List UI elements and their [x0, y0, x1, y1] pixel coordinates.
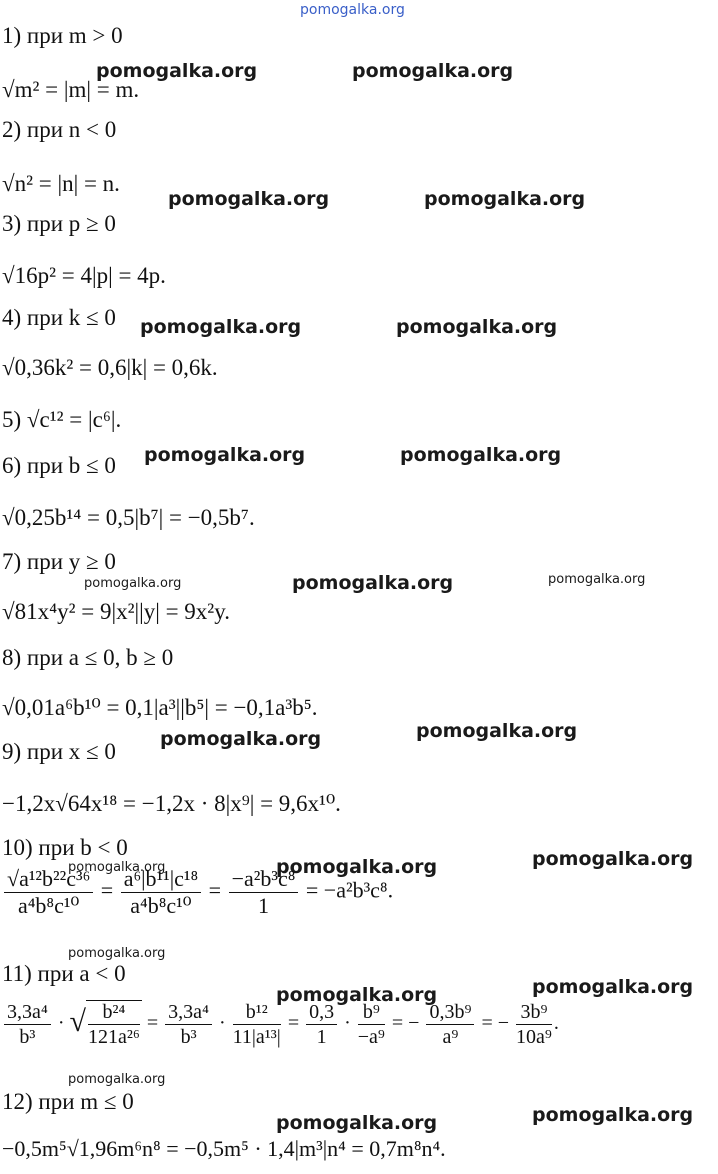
watermark: pomogalka.org: [84, 576, 182, 591]
fraction: $\frac{\text{b⁹}}{\text{−a⁹}}$: [357, 1001, 385, 1048]
equation-2: √n² = |n| = n.: [2, 171, 120, 196]
case-heading-7: 7) при y ≥ 0: [2, 549, 116, 574]
equation-6: √0,25b¹⁴ = 0,5|b⁷| = −0,5b⁷.: [2, 505, 255, 530]
watermark: pomogalka.org: [532, 848, 694, 870]
fraction: $\frac{\text{−a²b³c⁸}}{1}$: [229, 868, 299, 917]
watermark: pomogalka.org: [68, 860, 166, 875]
watermark: pomogalka.org: [532, 976, 694, 998]
equation-11: $\frac{\text{3,3a⁴}}{\text{b³}}$ · √ $\frac{\text{b²⁴}}{\text{121a²⁶}}$ = $\frac{\text{3,3a⁴}}{\text{b³}}$ · $\frac{\text{b¹²}}{\text{11|a¹³|}}$ = $\frac{0,3}{1}$ · $\frac{\text{b⁹}}{\text{−a⁹}}$ = − $\frac{\text{0,3b⁹}}{\text{a⁹}}$ = − $\frac{\text{3b⁹}}{\text{10a⁹}}$ .: [2, 1000, 559, 1047]
fraction: $\frac{\text{0,3b⁹}}{\text{a⁹}}$: [426, 1002, 474, 1047]
watermark: pomogalka.org: [292, 572, 454, 594]
radicand: $\frac{\text{b²⁴}}{\text{121a²⁶}}$: [88, 1001, 140, 1048]
watermark: pomogalka.org: [276, 1112, 438, 1134]
equation-12: −0,5m⁵√1,96m⁶n⁸ = −0,5m⁵ · 1,4|m³|n⁴ = 0,7m⁸n⁴.: [2, 1136, 446, 1161]
equation-3: √16p² = 4|p| = 4p.: [2, 263, 166, 288]
equation-1: √m² = |m| = m.: [2, 77, 140, 102]
watermark: pomogalka.org: [140, 316, 302, 338]
sqrt-icon: √: [69, 1005, 86, 1039]
watermark: pomogalka.org: [416, 720, 578, 742]
watermark: pomogalka.org: [352, 60, 514, 82]
case-heading-11: 11) при a < 0: [2, 961, 126, 986]
equation-4: √0,36k² = 0,6|k| = 0,6k.: [2, 355, 218, 380]
case-heading-10: 10) при b < 0: [2, 835, 128, 860]
case-heading-4: 4) при k ≤ 0: [2, 305, 116, 330]
equation-7: √81x⁴y² = 9|x²||y| = 9x²y.: [2, 599, 230, 624]
equation-9: −1,2x√64x¹⁸ = −1,2x · 8|x⁹| = 9,6x¹⁰.: [2, 791, 341, 816]
watermark: pomogalka.org: [160, 728, 322, 750]
case-heading-9: 9) при x ≤ 0: [2, 739, 116, 764]
watermark: pomogalka.org: [548, 572, 646, 587]
fraction: $\frac{\text{3,3a⁴}}{\text{b³}}$: [165, 1002, 212, 1047]
fraction: $\frac{\text{3b⁹}}{\text{10a⁹}}$: [516, 1001, 552, 1048]
watermark: pomogalka.org: [532, 1104, 694, 1126]
watermark: pomogalka.org: [276, 984, 438, 1006]
watermark: pomogalka.org: [424, 188, 586, 210]
fraction: $\frac{0,3}{1}$: [306, 1002, 337, 1047]
watermark: pomogalka.org: [276, 856, 438, 878]
watermark: pomogalka.org: [144, 444, 306, 466]
case-heading-12: 12) при m ≤ 0: [2, 1089, 134, 1114]
fraction: $\frac{\text{√a¹²b²²c³⁶}}{\text{a⁴b⁸c¹⁰}}$: [4, 868, 93, 917]
fraction: $\frac{\text{b¹²}}{\text{11|a¹³|}}$: [232, 1001, 281, 1048]
equation-10: $\frac{\text{√a¹²b²²c³⁶}}{\text{a⁴b⁸c¹⁰}}$ = $\frac{\text{a⁶|b¹¹|c¹⁸}}{\text{a⁴b⁸c¹⁰}}$ = $\frac{\text{−a²b³c⁸}}{1}$ = −a²b³c⁸.: [2, 868, 393, 917]
watermark: pomogalka.org: [168, 188, 330, 210]
case-heading-2: 2) при n < 0: [2, 117, 117, 142]
case-heading-1: 1) при m > 0: [2, 23, 123, 48]
watermark: pomogalka.org: [396, 316, 558, 338]
equation-8: √0,01a⁶b¹⁰ = 0,1|a³||b⁵| = −0,1a³b⁵.: [2, 695, 318, 720]
watermark: pomogalka.org: [68, 946, 166, 961]
top-watermark: pomogalka.org: [300, 2, 405, 18]
watermark: pomogalka.org: [68, 1072, 166, 1087]
fraction: $\frac{\text{a⁶|b¹¹|c¹⁸}}{\text{a⁴b⁸c¹⁰}}$: [121, 868, 201, 917]
case-heading-8: 8) при a ≤ 0, b ≥ 0: [2, 645, 174, 670]
watermark: pomogalka.org: [400, 444, 562, 466]
case-heading-6: 6) при b ≤ 0: [2, 453, 116, 478]
watermark: pomogalka.org: [96, 60, 258, 82]
case-heading-3: 3) при p ≥ 0: [2, 211, 116, 236]
fraction: $\frac{\text{3,3a⁴}}{\text{b³}}$: [4, 1002, 51, 1047]
equation-5: 5) √c¹² = |c⁶|.: [2, 407, 122, 432]
